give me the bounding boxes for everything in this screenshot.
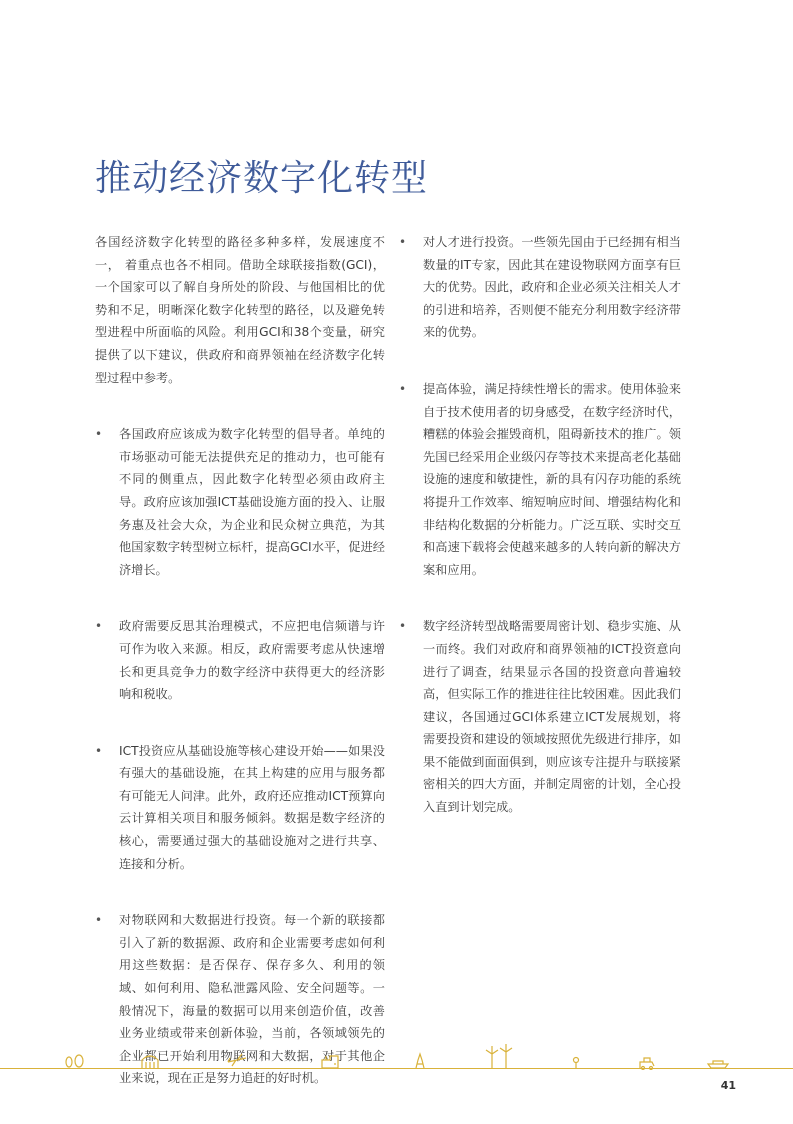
list-item-text: 各国政府应该成为数字化转型的倡导者。单纯的市场驱动可能无法提供充足的推动力，也可能有不同的侧重点，因此数字化转型必须由政府主导。政府应该加强ICT基础设施方面的投入、让服务惠及社会大众，为企业和民众树立典范，为其他国家数字转型树立标杆，提高GCI水平，促进经济增长。 xyxy=(119,427,385,577)
bullet-icon: • xyxy=(95,913,103,928)
footer-illustration xyxy=(0,1040,793,1070)
tree-icon xyxy=(66,1055,83,1067)
bullet-icon: • xyxy=(399,381,407,396)
page-number: 41 xyxy=(720,1079,736,1092)
list-item xyxy=(95,740,385,876)
tree-small-icon xyxy=(574,1058,579,1069)
list-item xyxy=(399,615,681,818)
bullet-icon: • xyxy=(95,427,103,442)
list-item xyxy=(95,423,385,581)
list-item-text: 提高体验，满足持续性增长的需求。使用体验来自于技术使用者的切身感受，在数字经济时代，糟糕的体验会摧毁商机，阻碍新技术的推广。领先国已经采用企业级闪存等技术来提高老化基础设施的速度和敏捷性，新的具有闪存功能的系统将提升工作效率、缩短响应时间、增强结构化和非结构化数据的分析能力。广泛互联、实时交互和高速下载将会使越来越多的人转向新的解决方案和应用。 xyxy=(423,381,681,577)
page-title: 推动经济数字化转型 xyxy=(95,158,429,199)
right-column xyxy=(399,231,681,853)
list-item xyxy=(95,615,385,705)
footer-divider xyxy=(0,1068,793,1069)
bullet-icon: • xyxy=(399,619,407,634)
left-column xyxy=(95,231,385,1124)
intro-paragraph: 各国经济数字化转型的路径多种多样，发展速度不一， 着重点也各不相同。借助全球联接指数(GCI)，一个国家可以了解自身所处的阶段、与他国相比的优势和不足，明晰深化数字化转型的路径，以及避免转型进程中所面临的风险。利用GCI和38个变量，研究提供了以下建议，供政府和商界领袖在经济数字化转型过程中参考。 xyxy=(95,235,385,385)
wind-turbine-icon xyxy=(486,1044,512,1068)
bullet-icon: • xyxy=(399,235,407,249)
list-item xyxy=(399,231,681,344)
airplane-icon xyxy=(228,1054,246,1066)
factory-icon xyxy=(322,1056,338,1068)
list-item-text: ICT投资应从基础设施等核心建设开始——如果没有强大的基础设施，在其上构建的应用与服务都有可能无人问津。此外，政府还应推动ICT预算向云计算相关项目和服务倾斜。数据是数字经济的核心，需要通过强大的基础设施对之进行共享、连接和分析。 xyxy=(119,743,385,871)
bullet-icon: • xyxy=(95,619,103,634)
list-item xyxy=(399,378,681,581)
list-item-text: 政府需要反思其治理模式，不应把电信频谱与许可作为收入来源。相反，政府需要考虑从快速增长和更具竞争力的数字经济中获得更大的经济影响和税收。 xyxy=(119,619,385,702)
ship-icon xyxy=(708,1061,728,1068)
bullet-icon: • xyxy=(95,743,103,758)
list-item-text: 对物联网和大数据进行投资。每一个新的联接都引入了新的数据源、政府和企业需要考虑如何利用这些数据：是否保存、保存多久、利用的领域、如何利用、隐私泄露风险、安全问题等。一般情况下，海量的数据可以用来创造价值，改善业务业绩或带来创新体验，当前，各领域领先的企业都已开始利用物联网和大数据，对于其他企业来说，现在正是努力追赶的好时机。 xyxy=(119,913,385,1086)
tower-icon xyxy=(416,1054,424,1068)
list-item-text: 对人才进行投资。一些领先国由于已经拥有相当数量的IT专家，因此其在建设物联网方面享有巨大的优势。因此，政府和企业必须关注相关人才的引进和培养，否则便不能充分利用数字经济带来的优势。 xyxy=(423,235,681,340)
building-icon xyxy=(142,1056,158,1068)
list-item-text: 数字经济转型战略需要周密计划、稳步实施、从一而终。我们对政府和商界领袖的ICT投资意向进行了调查，结果显示各国的投资意向普遍较高，但实际工作的推进往往比较困难。因此我们建议，各国通过GCI体系建立ICT发展规划，将需要投资和建设的领域按照优先级进行排序，如果不能做到面面俱到，则应该专注提升与联接紧密相关的四大方面，并制定周密的计划，全心投入直到计划完成。 xyxy=(423,619,681,815)
